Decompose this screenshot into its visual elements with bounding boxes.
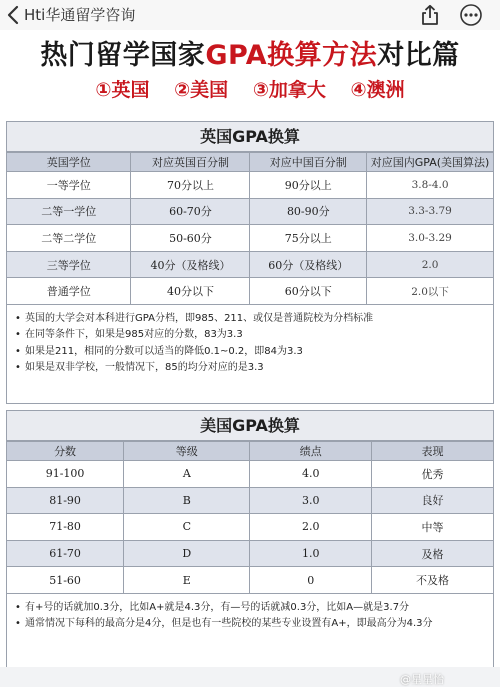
us-section-heading: 美国GPA换算 — [7, 411, 493, 441]
chevron-left-icon[interactable] — [6, 5, 22, 25]
title-suffix: 对比篇 — [377, 40, 460, 71]
table-cell: 良好 — [371, 487, 493, 514]
country-australia: ④澳洲 — [350, 79, 405, 101]
country-canada: ③加拿大 — [252, 79, 326, 101]
table-cell: 81-90 — [7, 487, 124, 514]
table-cell: E — [124, 567, 250, 594]
table-cell: 60-70分 — [131, 198, 250, 225]
title-prefix: 热门留学国家 — [40, 40, 206, 71]
table-row — [7, 514, 493, 541]
table-cell: 61-70 — [7, 540, 124, 567]
table-row — [7, 487, 493, 514]
table-cell: 70分以上 — [131, 172, 250, 199]
table-cell: 75分以上 — [250, 225, 367, 252]
list-item: • 如果是双非学校，一般情况下，85的均分对应的是3.3 — [15, 360, 485, 377]
table-cell: 不及格 — [371, 567, 493, 594]
table-cell: B — [124, 487, 250, 514]
table-row — [7, 540, 493, 567]
column-header: 英国学位 — [7, 153, 131, 172]
table-cell: 40分以下 — [131, 278, 250, 305]
table-cell: 91-100 — [7, 461, 124, 488]
table-cell: 普通学位 — [7, 278, 131, 305]
uk-gpa-table — [7, 152, 493, 305]
table-row — [7, 567, 493, 594]
table-cell: 2.0 — [250, 514, 372, 541]
us-notes-list — [7, 594, 493, 633]
column-header: 表现 — [371, 442, 493, 461]
us-gpa-table — [7, 441, 493, 594]
table-cell: 90分以上 — [250, 172, 367, 199]
table-row — [7, 198, 493, 225]
table-cell: 优秀 — [371, 461, 493, 488]
table-cell: 80-90分 — [250, 198, 367, 225]
table-cell: 2.0以下 — [367, 278, 493, 305]
list-item: • 通常情况下每科的最高分是4分，但是也有一些院校的某些专业设置有A+，即最高分为4.3分 — [15, 616, 485, 633]
gpa-infographic — [0, 30, 500, 686]
table-cell: 51-60 — [7, 567, 124, 594]
uk-section-heading: 英国GPA换算 — [7, 122, 493, 152]
table-row — [7, 251, 493, 278]
list-item: • 英国的大学会对本科进行GPA分档，即985、211、或仅是普通院校为分档标准 — [15, 311, 485, 328]
table-cell: D — [124, 540, 250, 567]
table-cell: A — [124, 461, 250, 488]
table-cell: 二等二学位 — [7, 225, 131, 252]
share-icon[interactable] — [420, 4, 440, 26]
uk-notes-list — [7, 305, 493, 377]
column-header: 对应中国百分制 — [250, 153, 367, 172]
table-cell: 1.0 — [250, 540, 372, 567]
table-cell: 3.3-3.79 — [367, 198, 493, 225]
column-header: 对应国内GPA(美国算法) — [367, 153, 493, 172]
table-cell: 2.0 — [367, 251, 493, 278]
title-highlight: GPA换算方法 — [205, 40, 378, 71]
poster-title — [0, 38, 500, 74]
table-cell: 二等一学位 — [7, 198, 131, 225]
column-header: 对应英国百分制 — [131, 153, 250, 172]
table-cell: 40分（及格线） — [131, 251, 250, 278]
more-options-icon[interactable] — [458, 4, 484, 26]
list-item: • 如果是211，相同的分数可以适当的降低0.1~0.2，即84为3.3 — [15, 344, 485, 361]
table-cell: 中等 — [371, 514, 493, 541]
list-item: • 有+号的话就加0.3分，比如A+就是4.3分，有—号的话就减0.3分，比如A—就是3.7分 — [15, 600, 485, 617]
table-cell: 3.0-3.29 — [367, 225, 493, 252]
author-watermark: @星星怡 — [400, 673, 444, 686]
table-cell: 及格 — [371, 540, 493, 567]
table-cell: 0 — [250, 567, 372, 594]
uk-gpa-section — [6, 121, 494, 404]
table-header-row — [7, 153, 493, 172]
country-us: ②美国 — [174, 79, 229, 101]
table-row — [7, 461, 493, 488]
table-row — [7, 172, 493, 199]
table-cell: 60分（及格线） — [250, 251, 367, 278]
column-header: 分数 — [7, 442, 124, 461]
table-row — [7, 278, 493, 305]
table-cell: 50-60分 — [131, 225, 250, 252]
table-cell: 60分以下 — [250, 278, 367, 305]
country-uk: ①英国 — [95, 79, 150, 101]
table-cell: C — [124, 514, 250, 541]
nav-title[interactable]: Hti华通留学咨询 — [24, 6, 136, 24]
country-list — [0, 77, 500, 103]
table-header-row — [7, 442, 493, 461]
top-nav-bar — [0, 0, 500, 30]
table-cell: 三等学位 — [7, 251, 131, 278]
list-item: • 在同等条件下，如果是985对应的分数，83为3.3 — [15, 327, 485, 344]
us-gpa-section — [6, 410, 494, 667]
column-header: 等级 — [124, 442, 250, 461]
table-cell: 一等学位 — [7, 172, 131, 199]
table-cell: 4.0 — [250, 461, 372, 488]
table-row — [7, 225, 493, 252]
column-header: 绩点 — [250, 442, 372, 461]
table-cell: 71-80 — [7, 514, 124, 541]
table-cell: 3.8-4.0 — [367, 172, 493, 199]
table-cell: 3.0 — [250, 487, 372, 514]
